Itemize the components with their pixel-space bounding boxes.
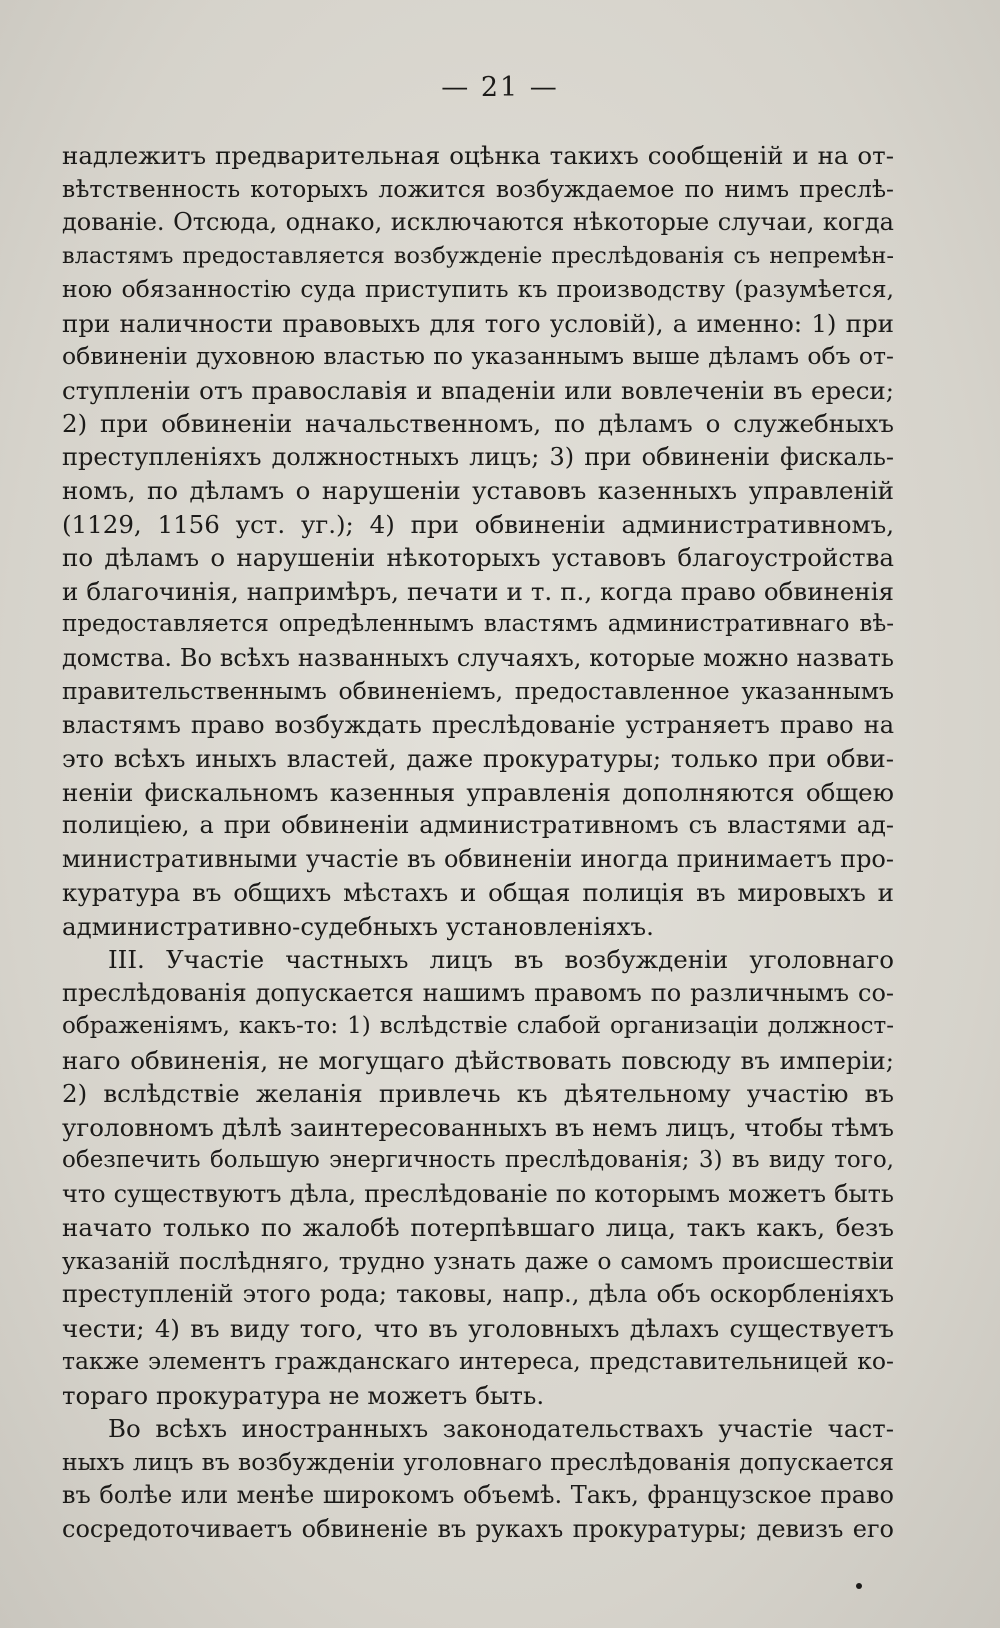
text-line: наго обвиненія, не могущаго дѣйствовать повсюду въ имперіи; bbox=[62, 1045, 894, 1075]
text-line: дованіе. Отсюда, однако, исключаются нѣкоторые случаи, когда bbox=[62, 208, 894, 236]
paragraph-end-line: тораго прокуратура не можетъ быть. bbox=[62, 1380, 545, 1410]
text-line: неніи фискальномъ казенныя управленія дополняются общею bbox=[62, 777, 894, 807]
text-line: полиціею, а при обвиненіи административномъ съ властями ад- bbox=[62, 811, 894, 839]
text-line: въ болѣе или менѣе широкомъ объемѣ. Такъ, французское право bbox=[62, 1481, 894, 1509]
text-line: также элементъ гражданскаго интереса, представительницей ко- bbox=[62, 1347, 894, 1375]
text-line: по дѣламъ о нарушеніи нѣкоторыхъ уставовъ благоустройства bbox=[62, 543, 894, 572]
paragraph-start-line: Во всѣхъ иностранныхъ законодательствахъ участіе част- bbox=[108, 1414, 894, 1443]
text-line: преступленій этого рода; таковы, напр., дѣла объ оскорбленіяхъ bbox=[62, 1280, 894, 1308]
text-line: обвиненіи духовною властью по указаннымъ выше дѣламъ объ от- bbox=[62, 342, 894, 370]
text-line: (1129, 1156 уст. уг.); 4) при обвиненіи административномъ, bbox=[62, 509, 894, 539]
text-line: чести; 4) въ виду того, что въ уголовныхъ дѣлахъ существуетъ bbox=[62, 1313, 894, 1343]
text-line: властямъ предоставляется возбужденіе преслѣдованія съ непремѣн- bbox=[62, 242, 894, 269]
body-text bbox=[62, 139, 894, 1546]
text-line: властямъ право возбуждать преслѣдованіе устраняетъ право на bbox=[62, 710, 894, 739]
text-line: ображеніямъ, какъ-то: 1) вслѣдствіе слабой организаціи должност- bbox=[62, 1013, 894, 1039]
text-line: обезпечить большую энергичность преслѣдованія; 3) въ виду того, bbox=[62, 1147, 894, 1173]
text-line: 2) вслѣдствіе желанія привлечь къ дѣятельному участію въ bbox=[62, 1079, 894, 1108]
ink-spot bbox=[856, 1583, 862, 1589]
page-number: — 21 — bbox=[441, 72, 559, 103]
text-line: это всѣхъ иныхъ властей, даже прокуратуры; только при обви- bbox=[62, 744, 894, 773]
paragraph-start-line: III. Участіе частныхъ лицъ въ возбужденіи уголовнаго bbox=[108, 945, 894, 974]
text-line: 2) при обвиненіи начальственномъ, по дѣламъ о служебныхъ bbox=[62, 409, 894, 438]
text-line: домства. Во всѣхъ названныхъ случаяхъ, которые можно назвать bbox=[62, 643, 894, 672]
text-line: вѣтственность которыхъ ложится возбуждаемое по нимъ преслѣ- bbox=[62, 174, 894, 203]
text-line: ною обязанностію суда приступить къ производству (разумѣется, bbox=[62, 275, 894, 303]
text-line: указаній послѣдняго, трудно узнать даже о самомъ происшествіи bbox=[62, 1246, 894, 1275]
paragraph-end-line: административно-судебныхъ установленіяхъ. bbox=[62, 911, 654, 941]
text-line: преступленіяхъ должностныхъ лицъ; 3) при обвиненіи фискаль- bbox=[62, 442, 894, 471]
text-line: ныхъ лицъ въ возбужденіи уголовнаго преслѣдованія допускается bbox=[62, 1447, 894, 1476]
text-line: министративными участіе въ обвиненіи иногда принимаетъ про- bbox=[62, 844, 894, 873]
text-line: уголовномъ дѣлѣ заинтересованныхъ въ немъ лицъ, чтобы тѣмъ bbox=[62, 1112, 894, 1142]
text-line: номъ, по дѣламъ о нарушеніи уставовъ казенныхъ управленій bbox=[62, 476, 894, 505]
text-line: при наличности правовыхъ для того условій), а именно: 1) при bbox=[62, 308, 894, 338]
text-line: предоставляется опредѣленнымъ властямъ административнаго вѣ- bbox=[62, 611, 894, 637]
text-line: преслѣдованія допускается нашимъ правомъ по различнымъ со- bbox=[62, 978, 894, 1007]
text-line: правительственнымъ обвиненіемъ, предоставленное указаннымъ bbox=[62, 677, 894, 705]
text-line: ступленіи отъ православія и впаденіи или вовлеченіи въ ереси; bbox=[62, 375, 894, 405]
text-line: надлежитъ предварительная оцѣнка такихъ сообщеній и на от- bbox=[62, 141, 894, 170]
text-line: куратура въ общихъ мѣстахъ и общая полиція въ мировыхъ и bbox=[62, 878, 894, 907]
text-line: что существуютъ дѣла, преслѣдованіе по которымъ можетъ быть bbox=[62, 1179, 894, 1208]
text-line: начато только по жалобѣ потерпѣвшаго лица, такъ какъ, безъ bbox=[62, 1213, 894, 1242]
text-line: и благочинія, напримѣръ, печати и т. п., когда право обвиненія bbox=[62, 576, 894, 606]
text-line: сосредоточиваетъ обвиненіе въ рукахъ прокуратуры; девизъ его bbox=[62, 1514, 894, 1543]
